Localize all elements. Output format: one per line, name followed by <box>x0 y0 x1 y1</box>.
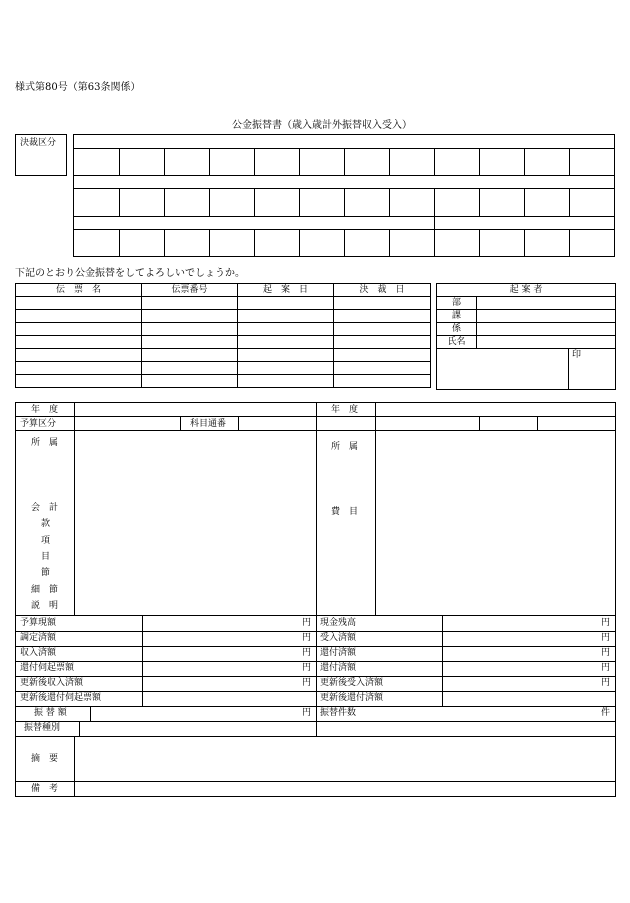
yen-unit: 円 <box>601 663 611 673</box>
budget-kubun-label: 予算区分 <box>20 419 57 429</box>
slip-name-header: 伝 票 名 <box>16 284 142 297</box>
right-year-label: 年 度 <box>331 405 359 415</box>
seal-label: 印 <box>569 349 616 390</box>
yosan-gengaku-label: 予算現額 <box>20 618 57 628</box>
drafter-header: 起 案 者 <box>437 284 616 297</box>
yen-unit: 円 <box>302 618 312 628</box>
kessai-kubun-label: 決裁区分 <box>20 138 57 148</box>
chotei-sumigaku-label: 調定済額 <box>20 633 57 643</box>
ka-label: 課 <box>437 310 477 323</box>
kakari-label: 係 <box>437 323 477 336</box>
setsumei-label: 説 明 <box>31 601 59 611</box>
kamoku-tsuban-label: 科目通番 <box>190 419 227 429</box>
yen-unit: 円 <box>601 678 611 688</box>
transfer-amount-label: 振 替 額 <box>34 708 67 718</box>
slip-number-header: 伝票番号 <box>142 284 238 297</box>
table-row <box>16 323 431 336</box>
yen-unit: 円 <box>302 663 312 673</box>
ukeire-sumigaku-label: 受入済額 <box>320 633 357 643</box>
koshingo-ukeire-label: 更新後受入済額 <box>320 678 384 688</box>
form-number: 様式第80号（第63条関係） <box>15 82 141 93</box>
transfer-type-label: 振替種別 <box>24 723 61 733</box>
kessai-kubun-box <box>15 134 67 176</box>
left-year-label: 年 度 <box>31 405 59 415</box>
table-row <box>16 336 431 349</box>
main-form <box>15 402 616 797</box>
name-label: 氏名 <box>437 336 477 349</box>
kan-label: 款 <box>41 519 51 529</box>
table-row <box>16 349 431 362</box>
koshingo-kanpu-ukagai-label: 更新後還付伺起票額 <box>20 693 102 703</box>
page-title: 公金振替書（歳入歳計外振替収入受入） <box>232 120 412 131</box>
himoku-label: 費 目 <box>331 507 359 517</box>
yen-unit: 円 <box>302 633 312 643</box>
genkin-zandaka-label: 現金残高 <box>320 618 357 628</box>
saisetsu-label: 細 節 <box>31 585 59 595</box>
table-row <box>16 297 431 310</box>
summary-label: 摘 要 <box>31 754 59 764</box>
decision-date-header: 決 裁 日 <box>334 284 431 297</box>
yen-unit: 円 <box>302 678 312 688</box>
yen-unit: 円 <box>601 618 611 628</box>
bu-label: 部 <box>437 297 477 310</box>
moku-label: 目 <box>41 552 51 562</box>
setsu-label: 節 <box>41 568 51 578</box>
yen-unit: 円 <box>302 708 312 718</box>
count-unit: 件 <box>601 708 611 718</box>
transfer-count-label: 振替件数 <box>320 708 357 718</box>
draft-date-header: 起 案 日 <box>238 284 334 297</box>
kanpu-sumigaku-label: 還付済額 <box>320 648 357 658</box>
approval-grid <box>73 134 615 257</box>
drafter-table <box>436 283 616 390</box>
slip-table <box>15 283 431 388</box>
remarks-label: 備 考 <box>31 784 59 794</box>
shunyu-sumigaku-label: 収入済額 <box>20 648 57 658</box>
koshingo-shunyu-label: 更新後収入済額 <box>20 678 84 688</box>
table-row <box>16 375 431 388</box>
kou-label: 項 <box>41 536 51 546</box>
koshingo-kanpu-label: 更新後還付済額 <box>320 693 384 703</box>
kanpu-ukagai-label: 還付伺起票額 <box>20 663 75 673</box>
yen-unit: 円 <box>601 648 611 658</box>
kanpu-sumigaku-label-2: 還付済額 <box>320 663 357 673</box>
kaikei-label: 会 計 <box>31 503 59 513</box>
table-row <box>16 362 431 375</box>
table-row <box>16 310 431 323</box>
yen-unit: 円 <box>601 633 611 643</box>
request-text: 下記のとおり公金振替をしてよろしいでしょうか。 <box>15 268 245 279</box>
yen-unit: 円 <box>302 648 312 658</box>
left-shozoku-label: 所 属 <box>31 438 59 448</box>
right-shozoku-label: 所 属 <box>331 442 359 452</box>
